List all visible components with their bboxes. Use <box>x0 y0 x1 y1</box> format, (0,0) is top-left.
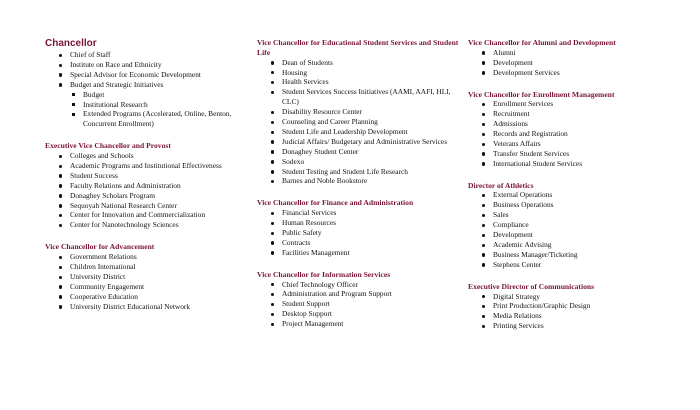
section-vice-chancellor-for-information-services <box>257 270 469 329</box>
unit-list <box>257 208 469 258</box>
unit-list-item: Business Manager/Ticketing <box>468 250 698 260</box>
unit-list-item: Barnes and Noble Bookstore <box>257 176 469 186</box>
unit-list <box>468 292 698 332</box>
unit-list-item: Development <box>468 230 698 240</box>
unit-list-item: Development Services <box>468 68 698 78</box>
unit-list-item: Student Testing and Student Life Research <box>257 167 469 177</box>
section-heading: Director of Athletics <box>468 180 534 190</box>
unit-list-item: Government Relations <box>45 252 260 262</box>
unit-list-item: Judicial Affairs/ Budgetary and Administrative Services <box>257 137 469 147</box>
unit-list-item: Enrollment Services <box>468 99 698 109</box>
unit-list-item: Digital Strategy <box>468 292 698 302</box>
unit-list-item: Recruitment <box>468 109 698 119</box>
section-vice-chancellor-for-advancement <box>45 242 260 311</box>
section-vice-chancellor-for-alumni-and-development <box>468 38 698 78</box>
unit-list-item: Donaghey Scholars Program <box>45 191 260 201</box>
unit-list-item: Media Relations <box>468 311 698 321</box>
unit-list-item: Project Management <box>257 319 469 329</box>
unit-list-item: Sequoyah National Research Center <box>45 201 260 211</box>
sub-unit-list-item: Institutional Research <box>45 100 260 110</box>
sub-unit-list-item: Extended Programs (Accelerated, Online, Benton, Concurrent Enrollment) <box>45 109 260 129</box>
unit-list <box>257 280 469 330</box>
unit-list-item: Special Advisor for Economic Development <box>45 70 260 80</box>
section-heading: Vice Chancellor for Advancement <box>45 242 155 252</box>
column-right <box>468 38 698 343</box>
unit-list-item: Housing <box>257 68 469 78</box>
section-executive-director-of-communications <box>468 282 698 331</box>
unit-list-item: Desktop Support <box>257 309 469 319</box>
unit-list <box>468 190 698 269</box>
unit-list-item: Faculty Relations and Administration <box>45 181 260 191</box>
unit-list-item: Public Safety <box>257 228 469 238</box>
section-director-of-athletics <box>468 181 698 270</box>
unit-list-item: University District <box>45 272 260 282</box>
section-heading: Vice Chancellor for Educational Student Services and Student Life <box>257 38 459 57</box>
section-executive-vice-chancellor-and-provost <box>45 141 260 230</box>
section-heading: Vice Chancellor for Enrollment Management <box>468 89 615 99</box>
section-heading: Vice Chancellor for Alumni and Development <box>468 38 616 47</box>
unit-list-item: Facilities Management <box>257 248 469 258</box>
unit-list <box>45 252 260 311</box>
unit-list-item: Disability Resource Center <box>257 107 469 117</box>
unit-list-item: Transfer Student Services <box>468 149 698 159</box>
section-vice-chancellor-for-enrollment-management <box>468 90 698 169</box>
sub-unit-list-item: Budget <box>45 90 260 100</box>
section-vice-chancellor-for-finance-and-administration <box>257 198 469 257</box>
unit-list-item: Business Operations <box>468 200 698 210</box>
unit-list-item: Institute on Race and Ethnicity <box>45 60 260 70</box>
unit-list-item: Children International <box>45 262 260 272</box>
unit-list-item: Academic Advising <box>468 240 698 250</box>
unit-list-item: Print Production/Graphic Design <box>468 301 698 311</box>
section-heading: Executive Director of Communications <box>468 281 595 291</box>
unit-list-item: Student Life and Leadership Development <box>257 127 469 137</box>
unit-list-item: Student Services Success Initiatives (AAMI, AAFI, HLI, CLC) <box>257 87 469 107</box>
unit-list-item: University District Educational Network <box>45 302 260 312</box>
unit-list-item: Colleges and Schools <box>45 151 260 161</box>
section-heading: Executive Vice Chancellor and Provost <box>45 141 171 151</box>
unit-list-item: Health Services <box>257 77 469 87</box>
section-heading: Chancellor <box>45 38 97 49</box>
unit-list <box>468 48 698 78</box>
unit-list-item: Counseling and Career Planning <box>257 117 469 127</box>
unit-list-item: Community Engagement <box>45 282 260 292</box>
unit-list-item: External Operations <box>468 190 698 200</box>
unit-list-item: Chief of Staff <box>45 50 260 60</box>
unit-list-item: Veterans Affairs <box>468 139 698 149</box>
unit-list-item: Student Support <box>257 299 469 309</box>
unit-list-item: Donaghey Student Center <box>257 147 469 157</box>
unit-list-item: Compliance <box>468 220 698 230</box>
section-chancellor <box>45 38 260 129</box>
column-left <box>45 38 260 324</box>
unit-list-item: Admissions <box>468 119 698 129</box>
unit-list-item: International Student Services <box>468 159 698 169</box>
unit-list-item: Sodexo <box>257 157 469 167</box>
unit-list-item: Human Resources <box>257 218 469 228</box>
section-heading: Vice Chancellor for Information Services <box>257 269 391 279</box>
unit-list-item: Financial Services <box>257 208 469 218</box>
unit-list-item: Alumni <box>468 48 698 58</box>
unit-list-item: Center for Nanotechnology Sciences <box>45 220 260 230</box>
unit-list <box>45 50 260 129</box>
unit-list-item: Dean of Students <box>257 58 469 68</box>
unit-list-item: Development <box>468 58 698 68</box>
unit-list-item: Administration and Program Support <box>257 289 469 299</box>
unit-list-item: Student Success <box>45 171 260 181</box>
unit-list-item: Cooperative Education <box>45 292 260 302</box>
section-heading: Vice Chancellor for Finance and Administration <box>257 198 414 208</box>
column-middle <box>257 38 469 341</box>
unit-list <box>45 151 260 230</box>
unit-list-item: Center for Innovation and Commercialization <box>45 210 260 220</box>
unit-list-item: Printing Services <box>468 321 698 331</box>
unit-list <box>468 99 698 168</box>
unit-list-item: Stephens Center <box>468 260 698 270</box>
section-vice-chancellor-for-educational-student-services-and-student-life <box>257 38 469 186</box>
unit-list-item: Sales <box>468 210 698 220</box>
unit-list-item: Chief Technology Officer <box>257 280 469 290</box>
unit-list-item: Academic Programs and Institutional Effectiveness <box>45 161 260 171</box>
unit-list-item: Budget and Strategic Initiatives <box>45 80 260 90</box>
unit-list <box>257 58 469 187</box>
unit-list-item: Records and Registration <box>468 129 698 139</box>
unit-list-item: Contracts <box>257 238 469 248</box>
